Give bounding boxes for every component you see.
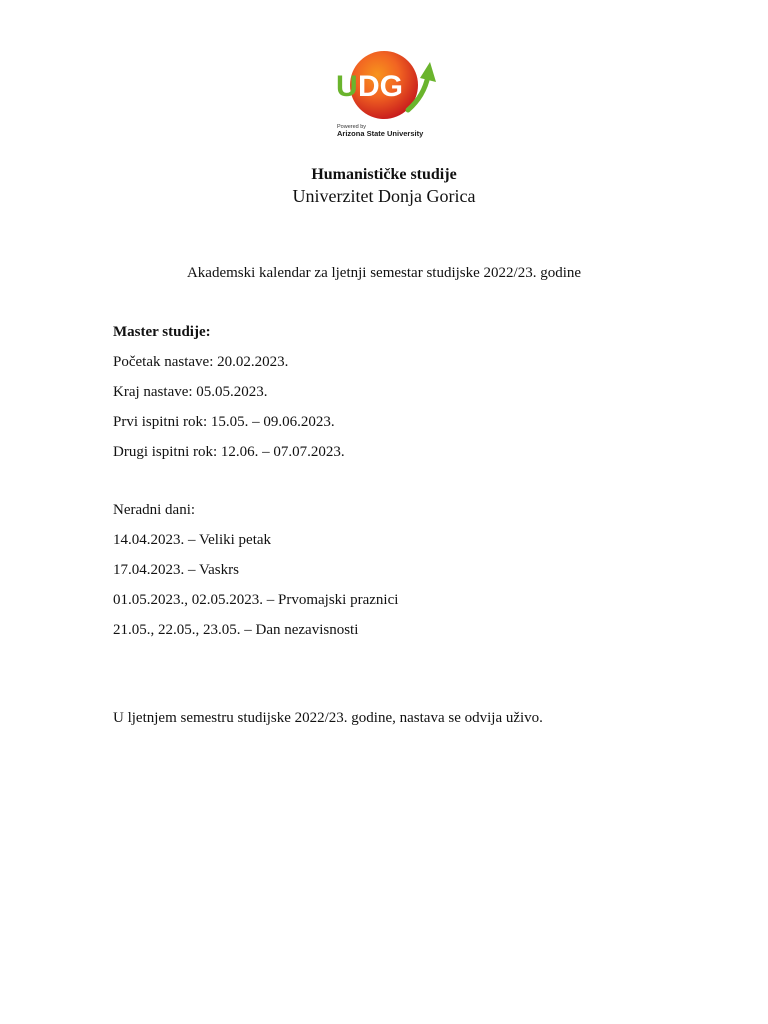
udg-logo xyxy=(312,46,452,146)
document-header xyxy=(0,165,768,207)
university-name: Univerzitet Donja Gorica xyxy=(292,186,476,206)
department-name: Humanističke studije xyxy=(311,166,457,183)
footer-note: U ljetnjem semestru studijske 2022/23. godine, nastava se odvija uživo. xyxy=(113,710,543,726)
master-item-end: Kraj nastave: 05.05.2023. xyxy=(113,384,268,400)
calendar-title: Akademski kalendar za ljetnji semestar studijske 2022/23. godine xyxy=(186,265,582,281)
logo-arrow-head xyxy=(420,62,436,82)
master-item-first-exam: Prvi ispitni rok: 15.05. – 09.06.2023. xyxy=(113,414,335,430)
logo-partner-name: Arizona State University xyxy=(337,129,424,139)
holidays-heading: Neradni dani: xyxy=(113,502,196,518)
master-item-second-exam: Drugi ispitni rok: 12.06. – 07.07.2023. xyxy=(113,444,345,460)
master-item-start: Početak nastave: 20.02.2023. xyxy=(113,354,289,370)
holiday-item: 17.04.2023. – Vaskrs xyxy=(113,562,239,578)
logo-caption xyxy=(337,124,423,138)
holiday-item: 01.05.2023., 02.05.2023. – Prvomajski praznici xyxy=(113,592,399,608)
master-heading: Master studije: xyxy=(113,324,211,340)
logo-letter-u: U xyxy=(336,70,358,103)
udg-logo-mark xyxy=(312,46,452,126)
holiday-item: 14.04.2023. – Veliki petak xyxy=(113,532,272,548)
holiday-item: 21.05., 22.05., 23.05. – Dan nezavisnosti xyxy=(113,622,359,638)
logo-letters-dg: DG xyxy=(358,70,403,103)
logo-powered-by: Powered by xyxy=(337,124,367,130)
